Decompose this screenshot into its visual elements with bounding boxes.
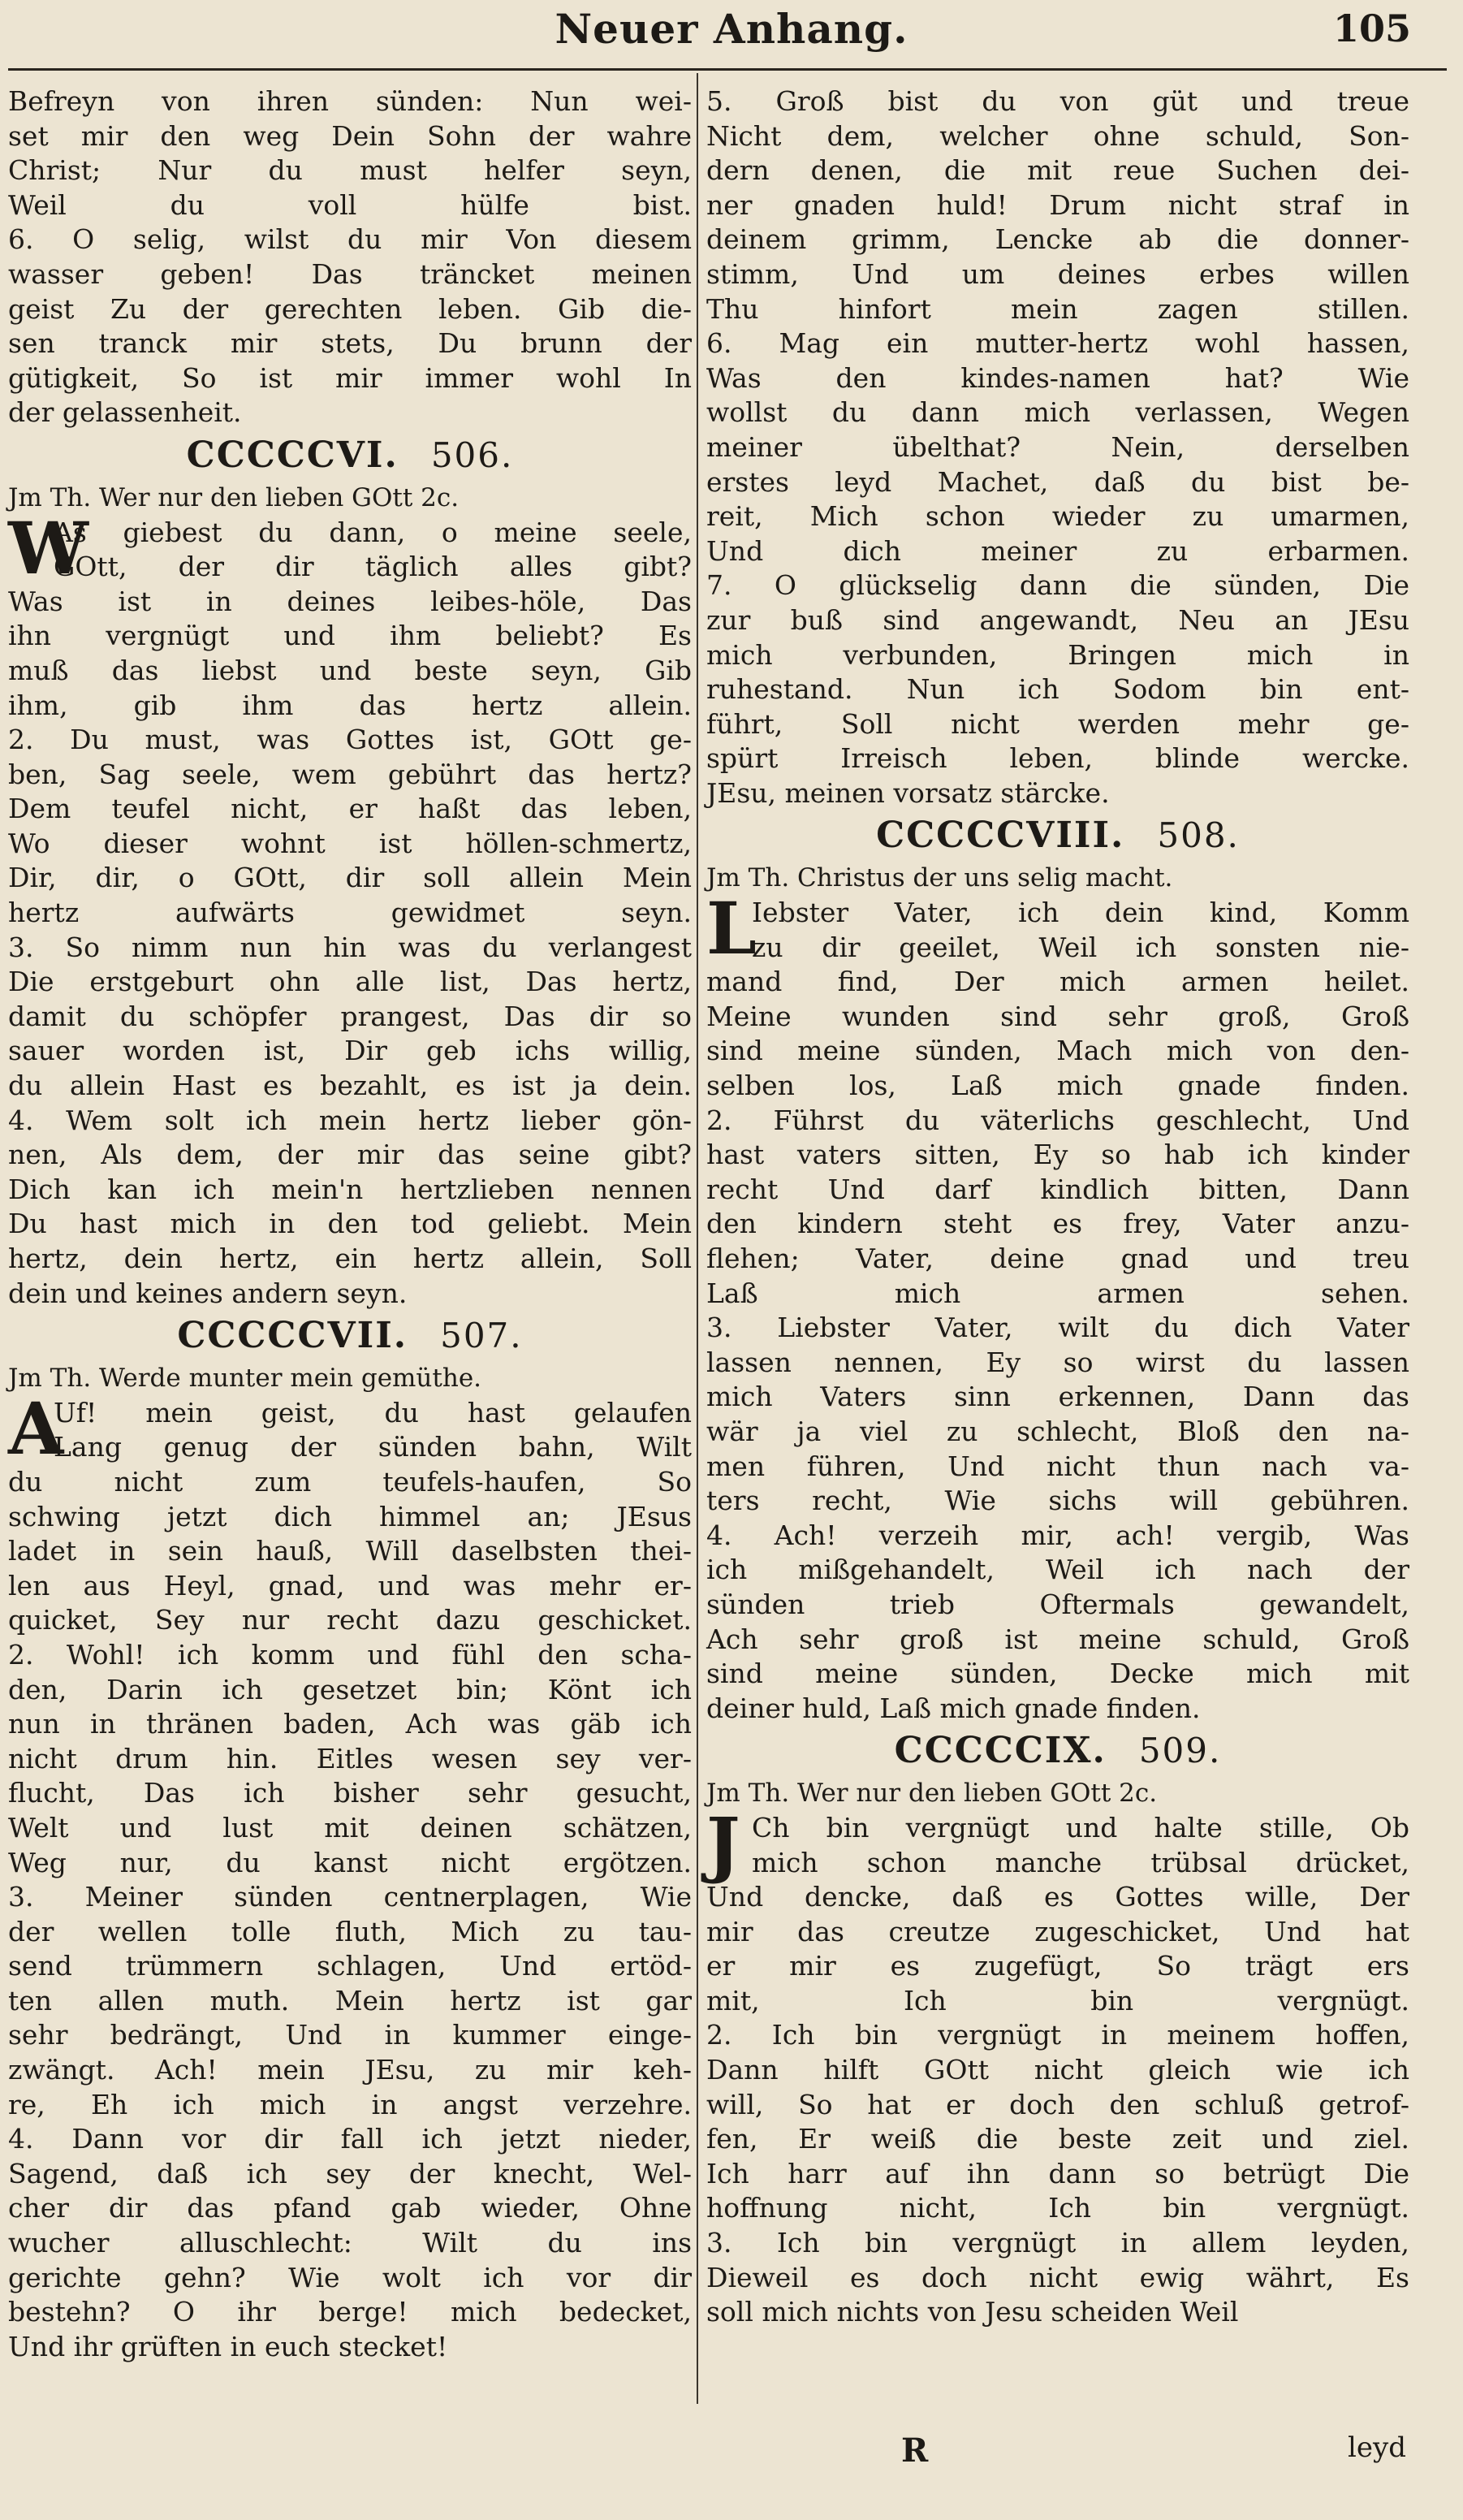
text-line: 4. Ach! verzeih mir, ach! vergib, Was <box>706 1519 1409 1551</box>
text-line: Die erstgeburt ohn alle list, Das hertz, <box>8 966 692 998</box>
text-line: 7. O glückselig dann die sünden, Die <box>706 569 1409 602</box>
text-line: mich verbunden, Bringen mich in <box>706 638 1409 671</box>
text-line: hoffnung nicht, Ich bin vergnügt. <box>706 2192 1409 2224</box>
text-line: 3. So nimm nun hin was du verlangest <box>8 931 692 963</box>
text-line: gütigkeit, So ist mir immer wohl In <box>8 361 692 394</box>
text-line: 6. O selig, wilst du mir Von diesem <box>8 223 692 256</box>
text-line: Und ihr grüften in euch stecket! <box>8 2330 448 2362</box>
running-title: Neuer Anhang. <box>555 5 908 53</box>
text-line: ruhestand. Nun ich Sodom bin ent- <box>706 673 1409 706</box>
text-line: hertz, dein hertz, ein hertz allein, Soll <box>8 1243 692 1274</box>
text-line: Und dich meiner zu erbarmen. <box>706 534 1409 567</box>
text-line: Weg nur, du kanst nicht ergötzen. <box>8 1846 692 1878</box>
text-line: Ich harr auf ihn dann so betrügt Die <box>706 2157 1409 2189</box>
text-line: mit, Ich bin vergnügt. <box>706 1984 1409 2016</box>
hymn-508 <box>706 810 1409 1726</box>
text-line: 2. Du must, was Gottes ist, GOtt ge- <box>8 724 692 756</box>
column-divider <box>697 73 698 2404</box>
text-line: muß das liebst und beste seyn, Gib <box>8 654 692 686</box>
text-line: 2. Führst du väterlichs geschlecht, Und <box>706 1104 1409 1136</box>
text-line: ner gnaden huld! Drum nicht straf in <box>706 188 1409 221</box>
text-line: Sagend, daß ich sey der knecht, Wel- <box>8 2157 692 2189</box>
hymn-verses <box>706 965 1409 1726</box>
text-line: 4. Dann vor dir fall ich jetzt nieder, <box>8 2123 692 2155</box>
text-line: cher dir das pfand gab wieder, Ohne <box>8 2192 692 2224</box>
text-line: der gelassenheit. <box>8 396 242 429</box>
text-line: nun in thränen baden, Ach was gäb ich <box>8 1708 692 1740</box>
drop-cap: L <box>706 886 757 971</box>
text-line: lassen nennen, Ey so wirst du lassen <box>706 1346 1409 1378</box>
text-line: 6. Mag ein mutter-hertz wohl hassen, <box>706 327 1409 360</box>
text-line: Laß mich armen sehen. <box>706 1277 1409 1309</box>
text-line: men führen, Und nicht thun nach va- <box>706 1450 1409 1482</box>
hymn-507 <box>8 1311 692 2364</box>
text-line: zwängt. Ach! mein JEsu, zu mir keh- <box>8 2054 692 2086</box>
text-line: sehr bedrängt, Und in kummer einge- <box>8 2019 692 2051</box>
text-line: wär ja viel zu schlecht, Bloß den na- <box>706 1415 1409 1447</box>
text-line: du allein Hast es bezahlt, es ist ja dein. <box>8 1070 692 1102</box>
text-line: damit du schöpfer prangest, Das dir so <box>8 1000 692 1032</box>
text-line: mir das creutze zugeschicket, Und hat <box>706 1915 1409 1947</box>
text-line: 3. Ich bin vergnügt in allem leyden, <box>706 2227 1409 2259</box>
text-line: hast vaters sitten, Ey so hab ich kinder <box>706 1139 1409 1171</box>
hymn-verses <box>8 585 692 1311</box>
text-line: sen tranck mir stets, Du brunn der <box>8 327 692 360</box>
tune-line: Jm Th. Wer nur den lieben GOtt 2c. <box>706 1779 1158 1809</box>
text-line: mich Vaters sinn erkennen, Dann das <box>706 1381 1409 1413</box>
hymn-number: 508. <box>1157 815 1240 856</box>
text-line: send trümmern schlagen, Und ertöd- <box>8 1950 692 1982</box>
hymn-first-line: L Iebster Vater, ich dein kind, Komm <box>706 886 1409 971</box>
left-column <box>8 84 692 2364</box>
hymn-number: 507. <box>440 1316 523 1356</box>
continued-hymn-verses <box>706 84 1409 810</box>
hymn-first-line: A Uf! mein geist, du hast gelaufen <box>8 1385 692 1471</box>
text-line: recht Und darf kindlich bitten, Dann <box>706 1173 1409 1205</box>
text-line: flehen; Vater, deine gnad und treu <box>706 1243 1409 1274</box>
text-line: zur buß sind angewandt, Neu an JEsu <box>706 603 1409 636</box>
hymn-numeral: CCCCCVII. <box>177 1315 408 1357</box>
continued-hymn-verses <box>8 84 692 430</box>
text-line: re, Eh ich mich in angst verzehre. <box>8 2088 692 2120</box>
page-footer <box>0 2427 1463 2492</box>
text-line: Was den kindes-namen hat? Wie <box>706 361 1409 394</box>
text-line: 5. Groß bist du von güt und treue <box>706 85 1409 117</box>
text-line: hertz aufwärts gewidmet seyn. <box>8 897 692 929</box>
text-line: Thu hinfort mein zagen stillen. <box>706 292 1409 325</box>
text-line: flucht, Das ich bisher sehr gesucht, <box>8 1777 692 1809</box>
hymn-verses <box>8 1465 692 2364</box>
text-line: ten allen muth. Mein hertz ist gar <box>8 1984 692 2016</box>
text-line: er mir es zugefügt, So trägt ers <box>706 1950 1409 1982</box>
text-line: stimm, Und um deines erbes willen <box>706 257 1409 290</box>
text-line: Was ist in deines leibes-höle, Das <box>8 585 692 617</box>
tune-line: Jm Th. Christus der uns selig macht. <box>706 863 1173 893</box>
text-line: 3. Meiner sünden centnerplagen, Wie <box>8 1881 692 1913</box>
text-line: Du hast mich in den tod geliebt. Mein <box>8 1208 692 1240</box>
text-line: 2. Wohl! ich komm und fühl den scha- <box>8 1638 692 1671</box>
text-line: ben, Sag seele, wem gebührt das hertz? <box>8 758 692 790</box>
text-line: Meine wunden sind sehr groß, Groß <box>706 1000 1409 1032</box>
hymn-first-line: W As giebest du dann, o meine seele, <box>8 505 692 590</box>
hymn-second-line: zu dir geeilet, Weil ich sonsten nie- <box>752 931 1409 963</box>
right-column <box>706 84 1409 2330</box>
text-line: bestehn? O ihr berge! mich bedecket, <box>8 2296 692 2328</box>
text-line: Wo dieser wohnt ist höllen-schmertz, <box>8 827 692 859</box>
page-number: 105 <box>1332 6 1411 50</box>
text-line: ihn vergnügt und ihm beliebt? Es <box>8 620 692 652</box>
text-line: reit, Mich schon wieder zu umarmen, <box>706 500 1409 533</box>
text-line: fen, Er weiß die beste zeit und ziel. <box>706 2123 1409 2155</box>
hymn-number: 509. <box>1138 1731 1222 1771</box>
hymn-heading <box>8 430 692 481</box>
text-line: sauer worden ist, Dir geb ichs willig, <box>8 1035 692 1067</box>
text-line: ich mißgehandelt, Weil ich nach der <box>706 1554 1409 1586</box>
hymn-heading <box>8 1311 692 1361</box>
hymn-second-line: mich schon manche trübsal drücket, <box>752 1846 1409 1878</box>
hymn-numeral: CCCCCVI. <box>186 434 399 476</box>
text-line: mand find, Der mich armen heilet. <box>706 966 1409 998</box>
text-line: Ach sehr groß ist meine schuld, Groß <box>706 1623 1409 1655</box>
hymn-heading <box>706 1726 1409 1776</box>
text-line: sind meine sünden, Mach mich von den- <box>706 1035 1409 1067</box>
text-line: quicket, Sey nur recht dazu geschicket. <box>8 1604 692 1636</box>
text-line: nen, Als dem, der mir das seine gibt? <box>8 1139 692 1171</box>
signature-mark: R <box>901 2431 929 2470</box>
text-line: ladet in sein hauß, Will daselbsten thei- <box>8 1535 692 1567</box>
text-line: der wellen tolle fluth, Mich zu tau- <box>8 1915 692 1947</box>
text-line: geist Zu der gerechten leben. Gib die- <box>8 292 692 325</box>
text-line: Dir, dir, o GOtt, dir soll allein Mein <box>8 862 692 894</box>
text-line: soll mich nichts von Jesu scheiden Weil <box>706 2296 1239 2328</box>
text-line: sünden trieb Oftermals gewandelt, <box>706 1588 1409 1620</box>
text-line: ters recht, Wie sichs will gebühren. <box>706 1485 1409 1517</box>
drop-cap: W <box>8 505 88 590</box>
text-line: den kindern steht es frey, Vater anzu- <box>706 1208 1409 1240</box>
text-line: JEsu, meinen vorsatz stärcke. <box>706 776 1110 809</box>
text-line: Und dencke, daß es Gottes wille, Der <box>706 1881 1409 1913</box>
text-line: meiner übelthat? Nein, derselben <box>706 430 1409 463</box>
text-line: 3. Liebster Vater, wilt du dich Vater <box>706 1312 1409 1344</box>
text-line: Dich kan ich mein'n hertzlieben nennen <box>8 1173 692 1205</box>
text-line: Dann hilft GOtt nicht gleich wie ich <box>706 2054 1409 2086</box>
text-line: gerichte gehn? Wie wolt ich vor dir <box>8 2261 692 2293</box>
text-line: Christ; Nur du must helfer seyn, <box>8 154 692 187</box>
text-line: schwing jetzt dich himmel an; JEsus <box>8 1500 692 1532</box>
text-line: spürt Irreisch leben, blinde wercke. <box>706 742 1409 775</box>
text-line: will, So hat er doch den schluß getrof- <box>706 2088 1409 2120</box>
hymn-first-line: J Ch bin vergnügt und halte stille, Ob <box>706 1800 1409 1886</box>
text-line: Weil du voll hülfe bist. <box>8 188 692 221</box>
text-line: dein und keines andern seyn. <box>8 1277 408 1309</box>
hymn-verses <box>706 1880 1409 2330</box>
text-line: dern denen, die mit reue Suchen dei- <box>706 154 1409 187</box>
text-line: du nicht zum teufels-haufen, So <box>8 1465 692 1498</box>
text-line: 2. Ich bin vergnügt in meinem hoffen, <box>706 2019 1409 2051</box>
text-line: führt, Soll nicht werden mehr ge- <box>706 707 1409 740</box>
text-line: wucher alluschlecht: Wilt du ins <box>8 2227 692 2259</box>
text-line: deinem grimm, Lencke ab die donner- <box>706 223 1409 256</box>
catchword: leyd <box>1348 2431 1406 2464</box>
header-rule <box>8 68 1447 71</box>
tune-line: Jm Th. Wer nur den lieben GOtt 2c. <box>8 482 460 512</box>
drop-cap: A <box>8 1385 64 1471</box>
text-line: wasser geben! Das träncket meinen <box>8 257 692 290</box>
text-line: ihm, gib ihm das hertz allein. <box>8 689 692 721</box>
text-line: Befreyn von ihren sünden: Nun wei- <box>8 85 692 117</box>
drop-cap: J <box>706 1800 740 1886</box>
text-line: nicht drum hin. Eitles wesen sey ver- <box>8 1742 692 1774</box>
hymn-numeral: CCCCCIX. <box>894 1730 1107 1772</box>
text-line: set mir den weg Dein Sohn der wahre <box>8 119 692 152</box>
hymn-second-line: GOtt, der dir täglich alles gibt? <box>54 551 692 583</box>
hymn-number: 506. <box>430 434 514 475</box>
hymn-509 <box>706 1726 1409 2330</box>
hymn-numeral: CCCCCVIII. <box>876 815 1125 857</box>
text-line: deiner huld, Laß mich gnade finden. <box>706 1692 1201 1724</box>
text-line: 4. Wem solt ich mein hertz lieber gön- <box>8 1104 692 1136</box>
text-line: den, Darin ich gesetzet bin; Könt ich <box>8 1673 692 1705</box>
text-line: Dieweil es doch nicht ewig währt, Es <box>706 2261 1409 2293</box>
text-line: Dem teufel nicht, er haßt das leben, <box>8 793 692 825</box>
text-line: erstes leyd Machet, daß du bist be- <box>706 465 1409 498</box>
text-line: wollst du dann mich verlassen, Wegen <box>706 396 1409 429</box>
tune-line: Jm Th. Werde munter mein gemüthe. <box>8 1364 482 1394</box>
text-line: Welt und lust mit deinen schätzen, <box>8 1811 692 1844</box>
text-line: sind meine sünden, Decke mich mit <box>706 1658 1409 1690</box>
text-line: len aus Heyl, gnad, und was mehr er- <box>8 1569 692 1601</box>
running-head <box>0 0 1463 70</box>
hymn-heading <box>706 810 1409 861</box>
hymn-506 <box>8 430 692 1311</box>
text-line: Nicht dem, welcher ohne schuld, Son- <box>706 119 1409 152</box>
text-line: selben los, Laß mich gnade finden. <box>706 1070 1409 1102</box>
hymn-second-line: Lang genug der sünden bahn, Wilt <box>54 1431 692 1463</box>
